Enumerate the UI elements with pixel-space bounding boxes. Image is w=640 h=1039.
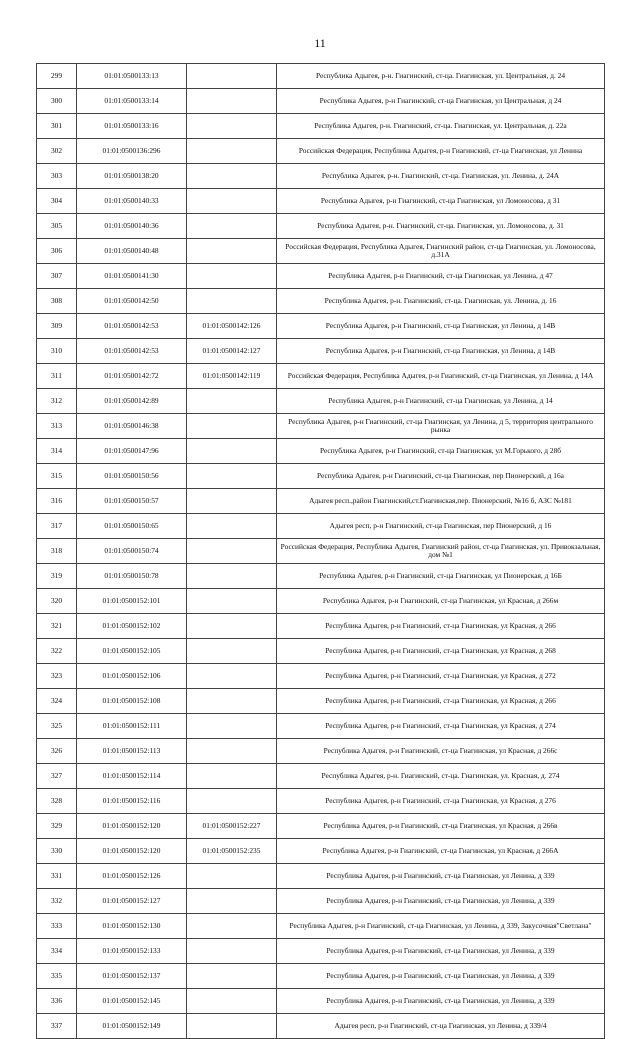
row-number-cell: 318 <box>37 539 77 564</box>
address-cell: Адыгея респ, р-н Гиагинский, ст-ца Гиагинская, пер Пионерский, д 16 <box>277 514 605 539</box>
linked-cadastral-number-cell <box>187 614 277 639</box>
linked-cadastral-number-cell <box>187 289 277 314</box>
table-row <box>37 1014 605 1039</box>
table-row <box>37 689 605 714</box>
cadastral-number-cell: 01:01:0500142:53 <box>77 314 187 339</box>
address-cell: Республика Адыгея, р-н Гиагинский, ст-ца Гиагинская, ул Красная, д 266с <box>277 739 605 764</box>
cadastral-number-cell: 01:01:0500142:50 <box>77 289 187 314</box>
cadastral-number-cell: 01:01:0500141:30 <box>77 264 187 289</box>
row-number-cell: 316 <box>37 489 77 514</box>
row-number-cell: 304 <box>37 189 77 214</box>
linked-cadastral-number-cell <box>187 739 277 764</box>
cadastral-number-cell: 01:01:0500152:108 <box>77 689 187 714</box>
cadastral-number-cell: 01:01:0500152:145 <box>77 989 187 1014</box>
linked-cadastral-number-cell <box>187 864 277 889</box>
address-cell: Республика Адыгея, р-н Гиагинский, ст-ца Гиагинская, ул Красная, д 266в <box>277 814 605 839</box>
cadastral-number-cell: 01:01:0500152:113 <box>77 739 187 764</box>
address-cell: Российская Федерация, Республика Адыгея, Гиагинский район, ст-ца Гиагинская, ул. Привокзальная, дом №1 <box>277 539 605 564</box>
row-number-cell: 327 <box>37 764 77 789</box>
cadastral-number-cell: 01:01:0500152:105 <box>77 639 187 664</box>
linked-cadastral-number-cell: 01:01:0500142:126 <box>187 314 277 339</box>
cadastral-number-cell: 01:01:0500152:106 <box>77 664 187 689</box>
table-row <box>37 289 605 314</box>
address-cell: Республика Адыгея, р-н. Гиагинский, ст-ца. Гиагинская, ул. Красная, д. 274 <box>277 764 605 789</box>
row-number-cell: 333 <box>37 914 77 939</box>
address-cell: Республика Адыгея, р-н Гиагинский, ст-ца Гиагинская, ул Красная, д 266 <box>277 689 605 714</box>
linked-cadastral-number-cell <box>187 564 277 589</box>
row-number-cell: 321 <box>37 614 77 639</box>
page-number: 11 <box>314 36 326 50</box>
table-body <box>37 64 605 1039</box>
linked-cadastral-number-cell <box>187 589 277 614</box>
linked-cadastral-number-cell <box>187 389 277 414</box>
cadastral-number-cell: 01:01:0500152:133 <box>77 939 187 964</box>
linked-cadastral-number-cell <box>187 114 277 139</box>
row-number-cell: 330 <box>37 839 77 864</box>
cadastral-number-cell: 01:01:0500147:96 <box>77 439 187 464</box>
address-cell: Республика Адыгея, р-н. Гиагинский, ст-ца. Гиагинская, ул. Ломоносова, д. 31 <box>277 214 605 239</box>
table-row <box>37 814 605 839</box>
address-cell: Адыгея респ, р-н Гиагинский, ст-ца Гиагинская, ул Ленина, д 339/4 <box>277 1014 605 1039</box>
row-number-cell: 302 <box>37 139 77 164</box>
table-row <box>37 239 605 264</box>
table-row <box>37 189 605 214</box>
address-cell: Республика Адыгея, р-н. Гиагинский, ст-ца. Гиагинская, ул. Ленина, д. 24А <box>277 164 605 189</box>
address-cell: Республика Адыгея, р-н Гиагинский, ст-ца Гиагинская, ул Ленина, д 47 <box>277 264 605 289</box>
table-row <box>37 914 605 939</box>
table-row <box>37 89 605 114</box>
cadastral-number-cell: 01:01:0500133:16 <box>77 114 187 139</box>
row-number-cell: 300 <box>37 89 77 114</box>
cadastral-number-cell: 01:01:0500142:72 <box>77 364 187 389</box>
table-row <box>37 739 605 764</box>
table-row <box>37 64 605 89</box>
table-row <box>37 964 605 989</box>
table-row <box>37 839 605 864</box>
linked-cadastral-number-cell <box>187 914 277 939</box>
linked-cadastral-number-cell <box>187 639 277 664</box>
table-row <box>37 164 605 189</box>
table-row <box>37 214 605 239</box>
address-cell: Республика Адыгея, р-н Гиагинский, ст-ца Гиагинская, ул Ленина, д 339, Закусочная"Светлана" <box>277 914 605 939</box>
cadastral-number-cell: 01:01:0500150:65 <box>77 514 187 539</box>
linked-cadastral-number-cell <box>187 239 277 264</box>
table-row <box>37 339 605 364</box>
linked-cadastral-number-cell <box>187 439 277 464</box>
linked-cadastral-number-cell <box>187 214 277 239</box>
address-cell: Республика Адыгея, р-н Гиагинский, ст-ца Гиагинская, ул Красная, д 266А <box>277 839 605 864</box>
cadastral-number-cell: 01:01:0500142:89 <box>77 389 187 414</box>
cadastral-number-cell: 01:01:0500133:14 <box>77 89 187 114</box>
address-cell: Республика Адыгея, р-н Гиагинский, ст-ца Гиагинская, ул Красная, д 268 <box>277 639 605 664</box>
row-number-cell: 299 <box>37 64 77 89</box>
row-number-cell: 306 <box>37 239 77 264</box>
linked-cadastral-number-cell <box>187 939 277 964</box>
table-row <box>37 114 605 139</box>
linked-cadastral-number-cell <box>187 764 277 789</box>
cadastral-number-cell: 01:01:0500140:48 <box>77 239 187 264</box>
table-row <box>37 589 605 614</box>
cadastral-number-cell: 01:01:0500152:111 <box>77 714 187 739</box>
table-row <box>37 889 605 914</box>
linked-cadastral-number-cell <box>187 264 277 289</box>
cadastral-number-cell: 01:01:0500152:120 <box>77 814 187 839</box>
linked-cadastral-number-cell <box>187 714 277 739</box>
table-row <box>37 314 605 339</box>
address-cell: Республика Адыгея, р-н. Гиагинский, ст-ца. Гиагинская, ул. Центральная, д. 24 <box>277 64 605 89</box>
row-number-cell: 312 <box>37 389 77 414</box>
row-number-cell: 308 <box>37 289 77 314</box>
linked-cadastral-number-cell: 01:01:0500142:119 <box>187 364 277 389</box>
linked-cadastral-number-cell <box>187 89 277 114</box>
address-cell: Адыгея респ.,район Гиагинский,ст.Гиагинская,пер. Пионерский, №16 б, АЗС №181 <box>277 489 605 514</box>
cadastral-number-cell: 01:01:0500142:53 <box>77 339 187 364</box>
cadastral-number-cell: 01:01:0500152:126 <box>77 864 187 889</box>
address-cell: Российская Федерация, Республика Адыгея, р-н Гиагинский, ст-ца Гиагинская, ул Ленина, д 14А <box>277 364 605 389</box>
address-cell: Республика Адыгея, р-н Гиагинский, ст-ца Гиагинская, ул Ленина, д 339 <box>277 964 605 989</box>
row-number-cell: 335 <box>37 964 77 989</box>
address-cell: Российская Федерация, Республика Адыгея, р-н Гиагинский, ст-ца Гиагинская, ул Ленина <box>277 139 605 164</box>
address-cell: Республика Адыгея, р-н Гиагинский, ст-ца Гиагинская, ул Ленина, д 14В <box>277 339 605 364</box>
row-number-cell: 329 <box>37 814 77 839</box>
address-cell: Республика Адыгея, р-н Гиагинский, ст-ца Гиагинская, ул Ленина, д 5, территория центрального рынка <box>277 414 605 439</box>
cadastral-table <box>36 63 605 1039</box>
cadastral-number-cell: 01:01:0500140:33 <box>77 189 187 214</box>
linked-cadastral-number-cell <box>187 514 277 539</box>
table-row <box>37 489 605 514</box>
linked-cadastral-number-cell <box>187 964 277 989</box>
linked-cadastral-number-cell <box>187 664 277 689</box>
address-cell: Республика Адыгея, р-н Гиагинский, ст-ца Гиагинская, ул Ломоносова, д 31 <box>277 189 605 214</box>
address-cell: Республика Адыгея, р-н Гиагинский, ст-ца Гиагинская, ул Ленина, д 14 <box>277 389 605 414</box>
table-row <box>37 789 605 814</box>
row-number-cell: 328 <box>37 789 77 814</box>
cadastral-number-cell: 01:01:0500146:38 <box>77 414 187 439</box>
linked-cadastral-number-cell <box>187 1014 277 1039</box>
table-row <box>37 364 605 389</box>
linked-cadastral-number-cell <box>187 989 277 1014</box>
table-row <box>37 614 605 639</box>
table-row <box>37 714 605 739</box>
cadastral-number-cell: 01:01:0500150:56 <box>77 464 187 489</box>
table-row <box>37 664 605 689</box>
cadastral-number-cell: 01:01:0500152:120 <box>77 839 187 864</box>
address-cell: Республика Адыгея, р-н Гиагинский, ст-ца Гиагинская, ул Центральная, д 24 <box>277 89 605 114</box>
table-row <box>37 464 605 489</box>
row-number-cell: 331 <box>37 864 77 889</box>
table-row <box>37 639 605 664</box>
row-number-cell: 314 <box>37 439 77 464</box>
table-row <box>37 414 605 439</box>
row-number-cell: 309 <box>37 314 77 339</box>
table-row <box>37 139 605 164</box>
row-number-cell: 319 <box>37 564 77 589</box>
address-cell: Республика Адыгея, р-н Гиагинский, ст-ца Гиагинская, ул Ленина, д 339 <box>277 889 605 914</box>
address-cell: Республика Адыгея, р-н Гиагинский, ст-ца Гиагинская, ул Красная, д 272 <box>277 664 605 689</box>
table-row <box>37 539 605 564</box>
row-number-cell: 334 <box>37 939 77 964</box>
table-row <box>37 439 605 464</box>
table-row <box>37 989 605 1014</box>
address-cell: Республика Адыгея, р-н. Гиагинский, ст-ца. Гиагинская, ул. Ленина, д. 16 <box>277 289 605 314</box>
cadastral-number-cell: 01:01:0500152:114 <box>77 764 187 789</box>
table-row <box>37 389 605 414</box>
linked-cadastral-number-cell <box>187 464 277 489</box>
row-number-cell: 326 <box>37 739 77 764</box>
cadastral-number-cell: 01:01:0500152:102 <box>77 614 187 639</box>
linked-cadastral-number-cell <box>187 189 277 214</box>
cadastral-number-cell: 01:01:0500150:78 <box>77 564 187 589</box>
table-row <box>37 864 605 889</box>
table-row <box>37 564 605 589</box>
row-number-cell: 324 <box>37 689 77 714</box>
cadastral-number-cell: 01:01:0500152:101 <box>77 589 187 614</box>
linked-cadastral-number-cell <box>187 789 277 814</box>
address-cell: Республика Адыгея, р-н Гиагинский, ст-ца Гиагинская, ул Ленина, д 14В <box>277 314 605 339</box>
cadastral-number-cell: 01:01:0500138:20 <box>77 164 187 189</box>
address-cell: Республика Адыгея, р-н Гиагинский, ст-ца Гиагинская, ул Красная, д 266 <box>277 614 605 639</box>
linked-cadastral-number-cell <box>187 889 277 914</box>
linked-cadastral-number-cell <box>187 64 277 89</box>
row-number-cell: 305 <box>37 214 77 239</box>
row-number-cell: 315 <box>37 464 77 489</box>
cadastral-number-cell: 01:01:0500140:36 <box>77 214 187 239</box>
row-number-cell: 303 <box>37 164 77 189</box>
address-cell: Республика Адыгея, р-н Гиагинский, ст-ца Гиагинская, ул Ленина, д 339 <box>277 939 605 964</box>
row-number-cell: 336 <box>37 989 77 1014</box>
table-row <box>37 939 605 964</box>
linked-cadastral-number-cell <box>187 139 277 164</box>
linked-cadastral-number-cell: 01:01:0500152:227 <box>187 814 277 839</box>
table-row <box>37 514 605 539</box>
row-number-cell: 337 <box>37 1014 77 1039</box>
cadastral-number-cell: 01:01:0500152:149 <box>77 1014 187 1039</box>
address-cell: Республика Адыгея, р-н Гиагинский, ст-ца Гиагинская, ул М.Горького, д 28б <box>277 439 605 464</box>
cadastral-number-cell: 01:01:0500150:74 <box>77 539 187 564</box>
linked-cadastral-number-cell <box>187 164 277 189</box>
row-number-cell: 320 <box>37 589 77 614</box>
address-cell: Республика Адыгея, р-н Гиагинский, ст-ца Гиагинская, ул Красная, д 276 <box>277 789 605 814</box>
row-number-cell: 311 <box>37 364 77 389</box>
address-cell: Республика Адыгея, р-н. Гиагинский, ст-ца. Гиагинская, ул. Центральная, д. 22а <box>277 114 605 139</box>
row-number-cell: 322 <box>37 639 77 664</box>
cadastral-number-cell: 01:01:0500136:296 <box>77 139 187 164</box>
table-row <box>37 264 605 289</box>
cadastral-number-cell: 01:01:0500152:127 <box>77 889 187 914</box>
cadastral-number-cell: 01:01:0500133:13 <box>77 64 187 89</box>
row-number-cell: 301 <box>37 114 77 139</box>
linked-cadastral-number-cell <box>187 539 277 564</box>
row-number-cell: 323 <box>37 664 77 689</box>
cadastral-number-cell: 01:01:0500152:116 <box>77 789 187 814</box>
address-cell: Республика Адыгея, р-н Гиагинский, ст-ца Гиагинская, ул Красная, д 266м <box>277 589 605 614</box>
linked-cadastral-number-cell <box>187 414 277 439</box>
linked-cadastral-number-cell: 01:01:0500152:235 <box>187 839 277 864</box>
row-number-cell: 310 <box>37 339 77 364</box>
address-cell: Российская Федерация, Республика Адыгея, Гиагинский район, ст-ца Гиагинская, ул. Ломоносова, д.31А <box>277 239 605 264</box>
row-number-cell: 325 <box>37 714 77 739</box>
address-cell: Республика Адыгея, р-н Гиагинский, ст-ца Гиагинская, пер Пионерский, д 16а <box>277 464 605 489</box>
cadastral-number-cell: 01:01:0500152:137 <box>77 964 187 989</box>
cadastral-number-cell: 01:01:0500150:57 <box>77 489 187 514</box>
row-number-cell: 307 <box>37 264 77 289</box>
row-number-cell: 332 <box>37 889 77 914</box>
linked-cadastral-number-cell <box>187 489 277 514</box>
address-cell: Республика Адыгея, р-н Гиагинский, ст-ца Гиагинская, ул Ленина, д 339 <box>277 989 605 1014</box>
linked-cadastral-number-cell <box>187 689 277 714</box>
row-number-cell: 313 <box>37 414 77 439</box>
address-cell: Республика Адыгея, р-н Гиагинский, ст-ца Гиагинская, ул Красная, д 274 <box>277 714 605 739</box>
row-number-cell: 317 <box>37 514 77 539</box>
cadastral-number-cell: 01:01:0500152:130 <box>77 914 187 939</box>
address-cell: Республика Адыгея, р-н Гиагинский, ст-ца Гиагинская, ул Пионерская, д 16Б <box>277 564 605 589</box>
linked-cadastral-number-cell: 01:01:0500142:127 <box>187 339 277 364</box>
table-row <box>37 764 605 789</box>
address-cell: Республика Адыгея, р-н Гиагинский, ст-ца Гиагинская, ул Ленина, д 339 <box>277 864 605 889</box>
